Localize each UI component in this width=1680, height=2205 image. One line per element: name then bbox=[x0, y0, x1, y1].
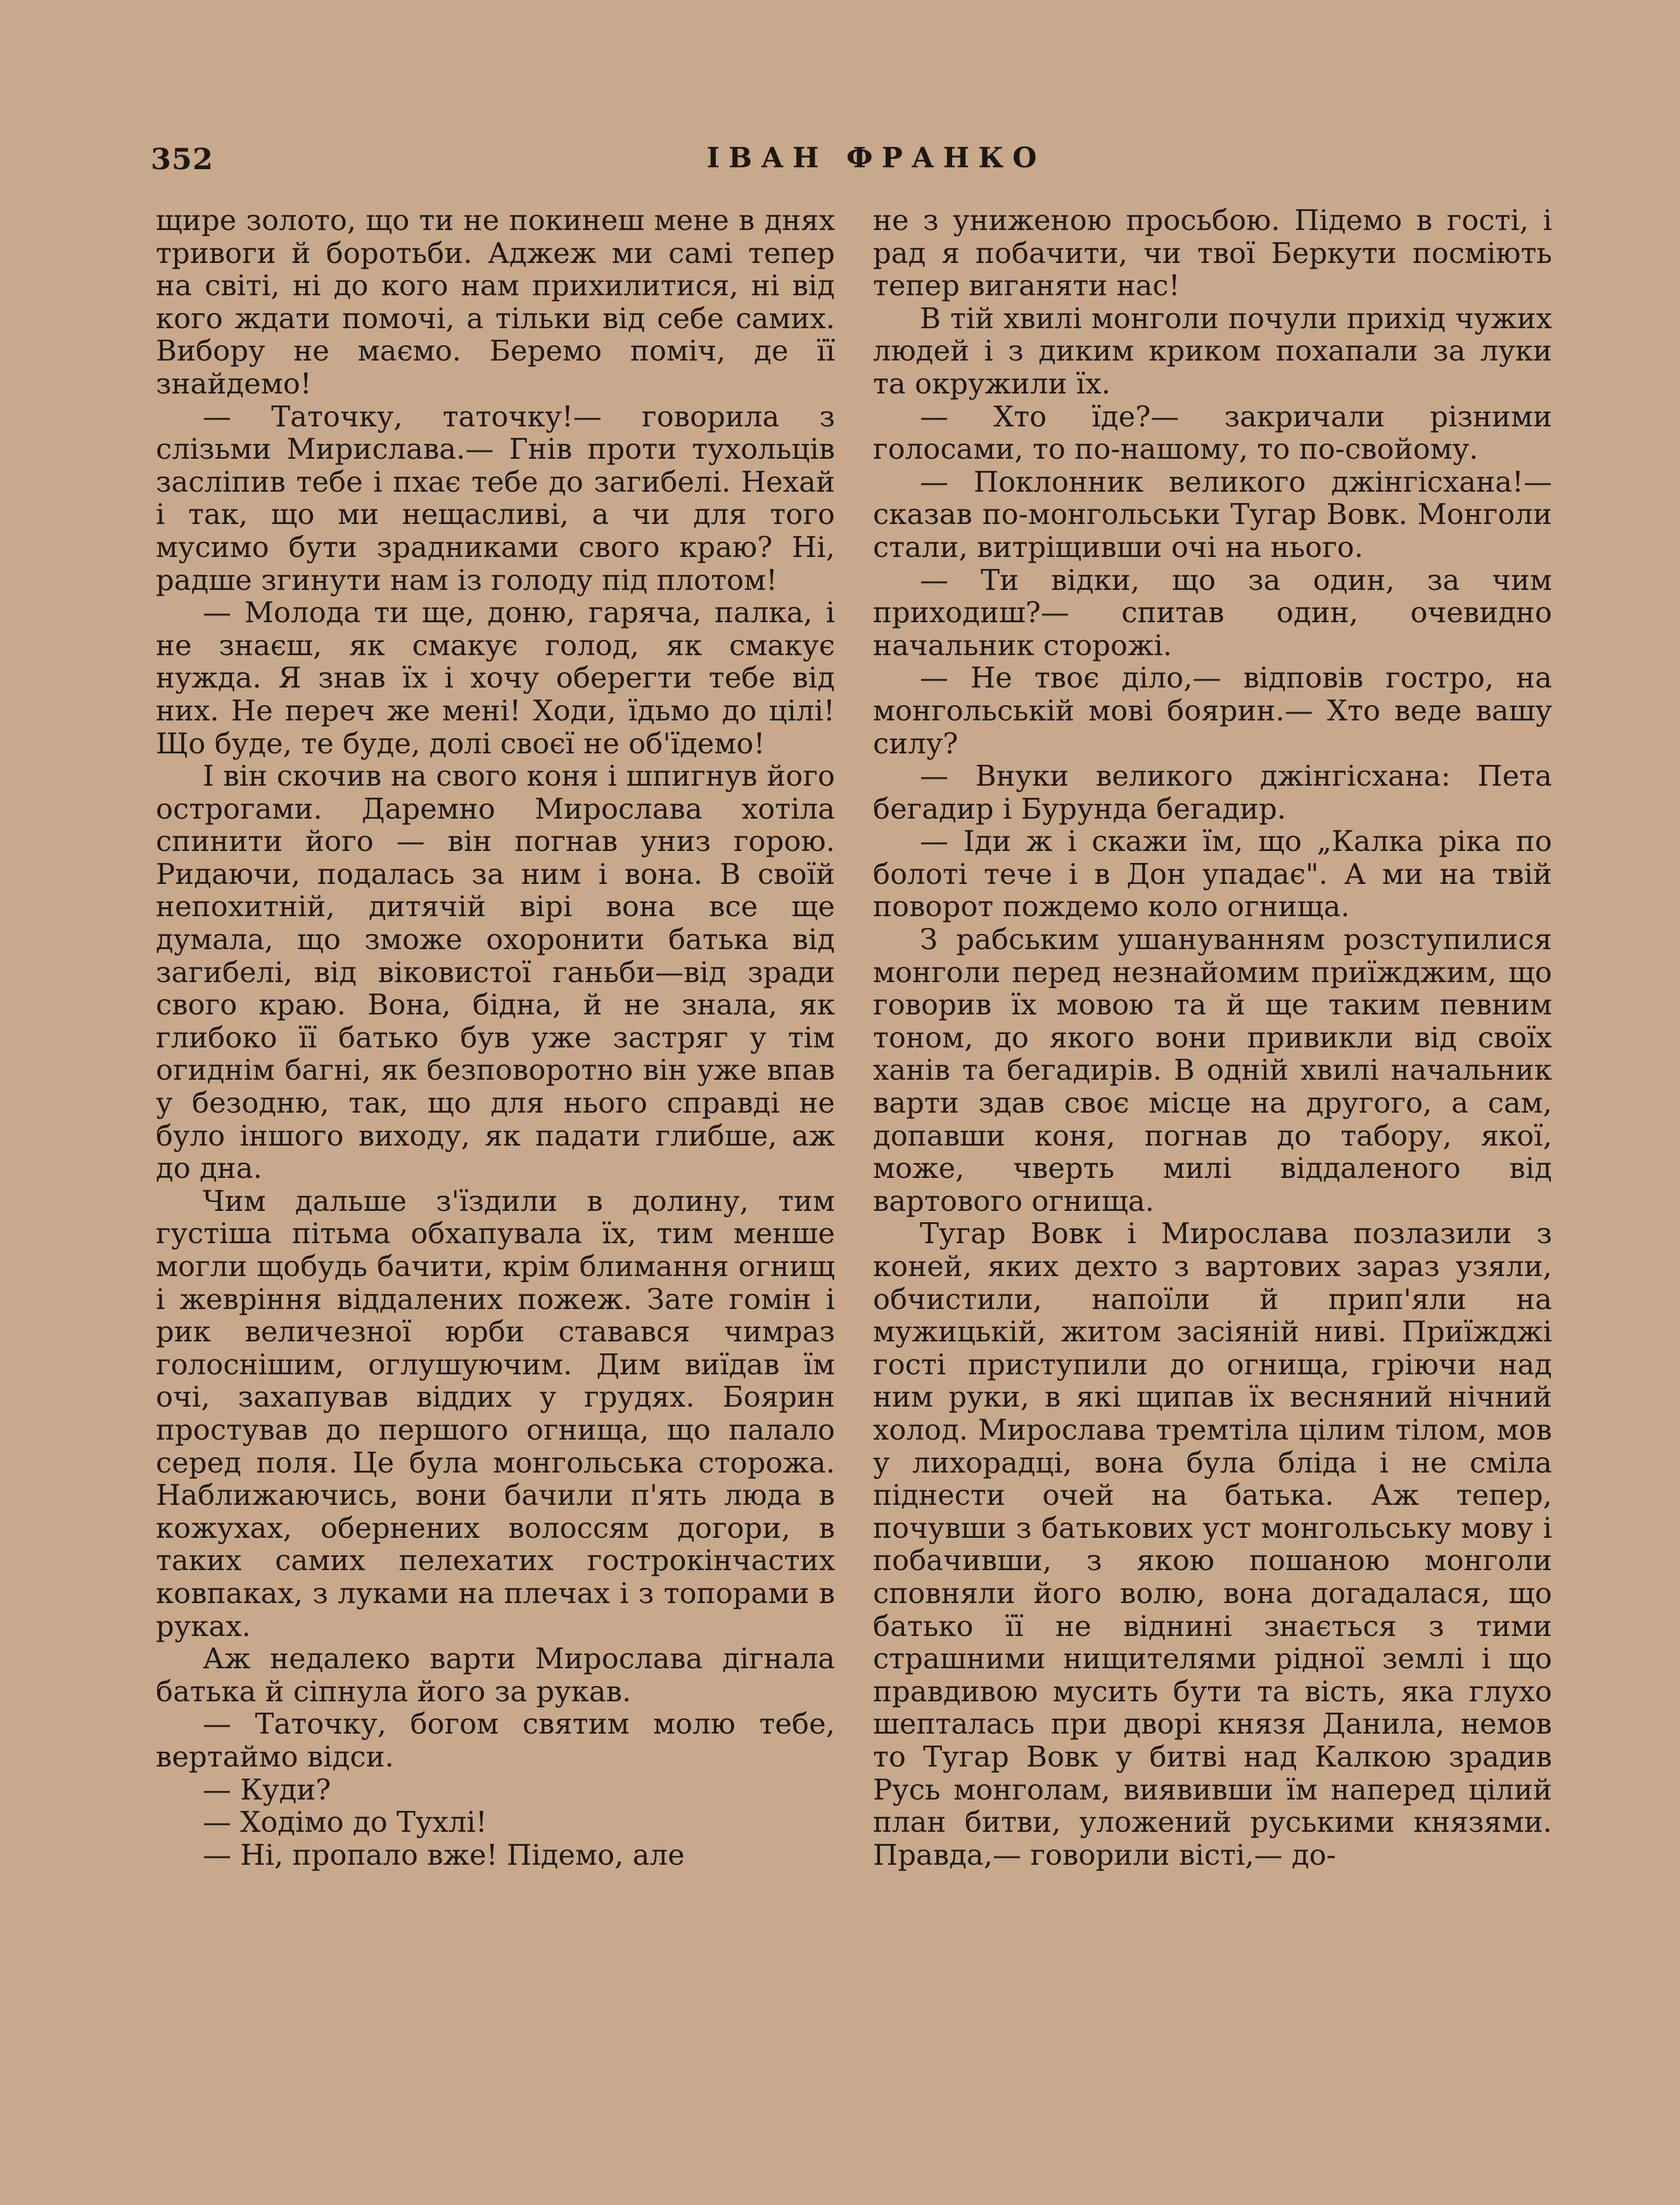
paragraph: — Хто їде?— закричали різними голосами, то по-нашому, то по-свойому. bbox=[873, 399, 1552, 466]
paragraph: щире золото, що ти не покинеш мене в днях тривоги й боротьби. Аджеж ми самі тепер на світі, ні до кого нам прихилитися, ні від кого ждати помочі, а тільки від себе самих. Вибору не маємо. Беремо поміч, де її знайдемо! bbox=[156, 203, 835, 400]
paragraph: — Не твоє діло,— відповів гостро, на монгольській мові боярин.— Хто веде вашу силу? bbox=[873, 661, 1552, 760]
paragraph: Тугар Вовк і Мирослава позлазили з коней, яких дехто з вартових зараз узяли, обчистили, напоїли й прип'яли на мужицькій, житом засіяній ниві. Приїжджі гості приступили до огнища, гріючи над ним руки, в які щипав їх весняний нічний холод. Мирослава тремтіла цілим тілом, мов у лихорадці, вона була бліда і не сміла піднести очей на батька. Аж тепер, почувши з батькових уст монгольську мову і побачивши, з якою пошаною монголи сповняли його волю, вона догадалася, що батько її не віднині знається з тими страшними нищителями рідної землі і що правдивою мусить бути та вість, яка глухо шепталась при дворі князя Данила, немов то Тугар Вовк у битві над Калкою зрадив Русь монголам, виявивши їм наперед цілий план битви, уложений руськими князями. Правда,— говорили вісті,— до- bbox=[873, 1217, 1552, 1872]
page-header bbox=[151, 142, 1544, 186]
paragraph: — Ні, пропало вже! Підемо, але bbox=[203, 1838, 685, 1872]
running-title: ІВАН ФРАНКО bbox=[706, 142, 1046, 174]
paragraph: В тій хвилі монголи почули прихід чужих людей і з диким криком похапали за луки та окружили їх. bbox=[873, 301, 1552, 400]
paragraph: не з униженою просьбою. Підемо в гості, і рад я побачити, чи твої Беркути посміють тепер виганяти нас! bbox=[873, 203, 1552, 303]
paragraph: — Таточку, таточку!— говорила з слізьми Мирислава.— Гнів проти тухольців засліпив тебе і пхає тебе до загибелі. Нехай і так, що ми нещасливі, а чи для того мусимо бути зрадниками свого краю? Ні, радше згинути нам із голоду під плотом! bbox=[156, 399, 835, 597]
paragraph: — Таточку, богом святим молю тебе, вертаймо відси. bbox=[156, 1707, 835, 1774]
paragraph: — Куди? bbox=[203, 1772, 331, 1806]
page-number: 352 bbox=[151, 142, 214, 176]
paragraph: — Внуки великого джінгісхана: Пета бегадир і Бурунда бегадир. bbox=[873, 759, 1552, 826]
paragraph: — Іди ж і скажи їм, що „Калка ріка по болоті тече і в Дон упадає". А ми на твій поворот пождемо коло огнища. bbox=[873, 824, 1552, 924]
left-text-column bbox=[156, 204, 835, 1871]
paragraph: Аж недалеко варти Мирослава дігнала батька й сіпнула його за рукав. bbox=[156, 1642, 835, 1708]
paragraph: — Ходімо до Тухлі! bbox=[203, 1805, 487, 1839]
paragraph: — Поклонник великого джінгісхана!— сказав по-монгольськи Тугар Вовк. Монголи стали, витріщивши очі на нього. bbox=[873, 464, 1552, 564]
paragraph: — Ти відки, що за один, за чим приходиш?— спитав один, очевидно начальник сторожі. bbox=[873, 563, 1552, 662]
paragraph: Чим дальше з'їздили в долину, тим густіша пітьма обхапувала їх, тим менше могли щобудь бачити, крім блимання огнищ і жевріння віддалених пожеж. Зате гомін і рик величезної юрби ставався чимраз голоснішим, оглушуючим. Дим виїдав їм очі, захапував віддих у грудях. Боярин простував до першого огнища, що палало серед поля. Це була монгольська сторожа. Наближаючись, вони бачили п'ять люда в кожухах, обернених волоссям догори, в таких самих пелехатих гострокінчастих ковпаках, з луками на плечах і з топорами в руках. bbox=[156, 1184, 835, 1643]
paragraph: І він скочив на свого коня і шпигнув його острогами. Даремно Мирослава хотіла спинити його — він погнав униз горою. Ридаючи, подалась за ним і вона. В своїй непохитній, дитячій вірі вона все ще думала, що зможе охоронити батька від загибелі, від віковистої ганьби—від зради свого краю. Вона, бідна, й не знала, як глибоко її батько був уже застряг у тім огиднім багні, як безповоротно він уже впав у безодню, так, що для нього справді не було іншого виходу, як падати глибше, аж до дна. bbox=[156, 759, 835, 1186]
paragraph: З рабським ушануванням розступилися монголи перед незнайомим приїжджим, що говорив їх мовою та й ще таким певним тоном, до якого вони привикли від своїх ханів та бегадирів. В одній хвилі начальник варти здав своє місце на другого, а сам, допавши коня, погнав до табору, якої, може, чверть милі віддаленого від вартового огнища. bbox=[873, 923, 1552, 1218]
right-text-column bbox=[873, 204, 1552, 1871]
paragraph: — Молода ти ще, доню, гаряча, палка, і не знаєш, як смакує голод, як смакує нужда. Я знав їх і хочу оберегти тебе від них. Не переч же мені! Ходи, їдьмо до цілі! Що буде, те буде, долі своєї не об'їдемо! bbox=[156, 596, 835, 760]
